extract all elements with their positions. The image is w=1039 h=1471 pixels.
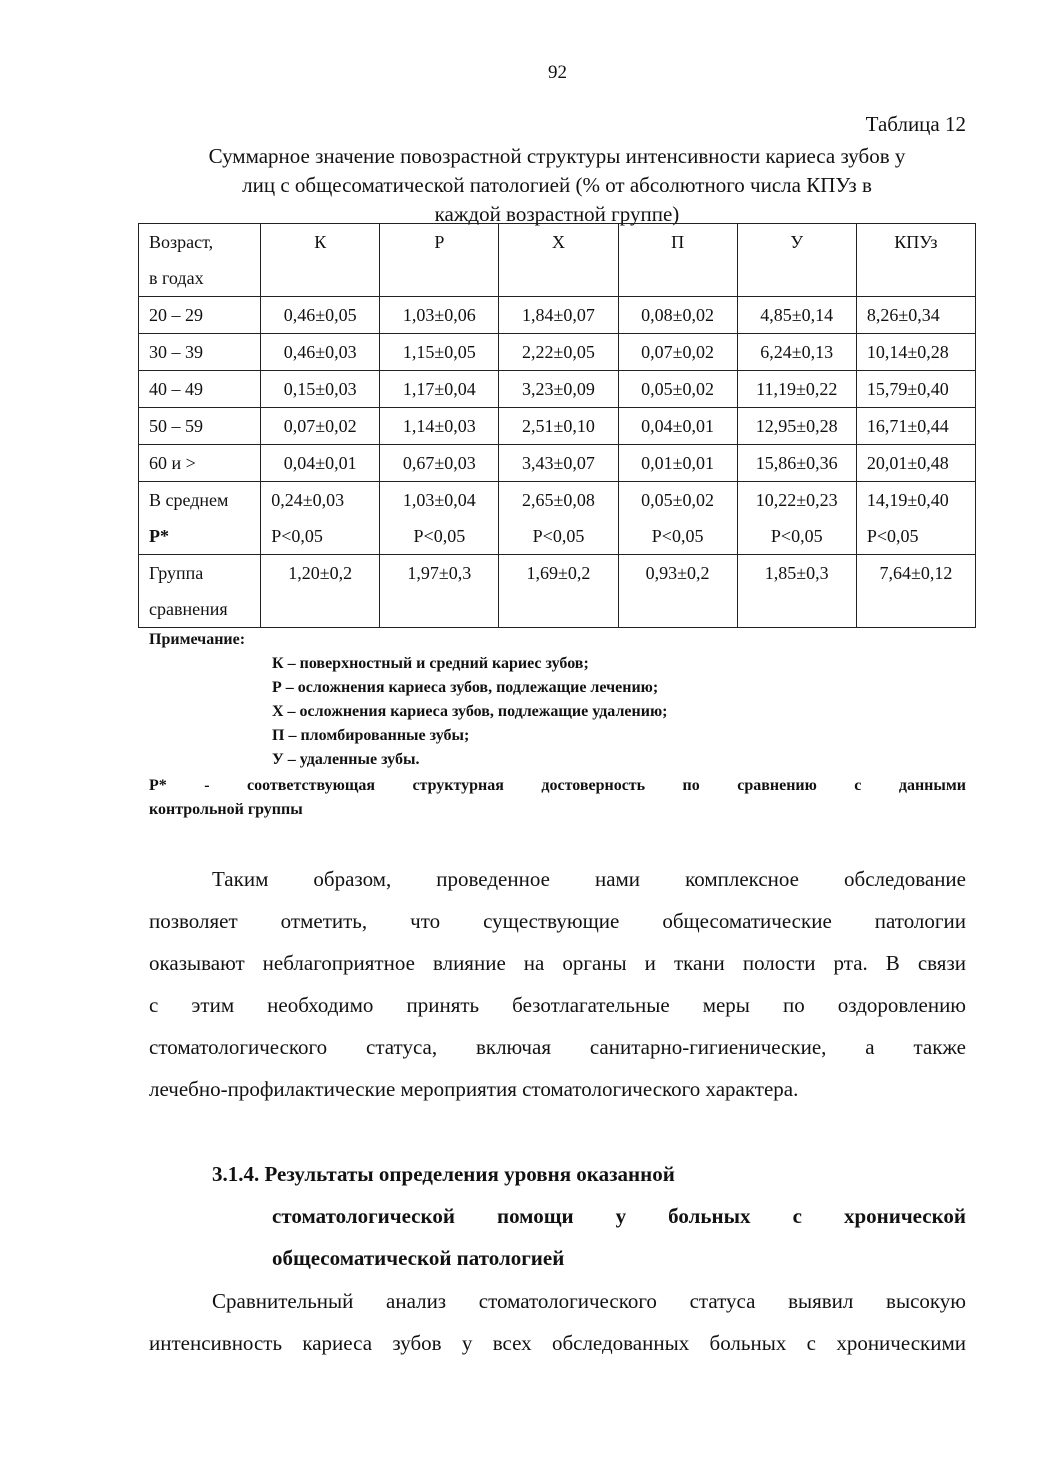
- table-label: Таблица 12: [865, 112, 966, 136]
- table-cell: 1,85±0,3: [764, 563, 829, 583]
- header-k: [261, 224, 380, 297]
- section-heading-line1: 3.1.4. Результаты определения уровня оказанной: [212, 1162, 675, 1186]
- table-cell: 1,14±0,03: [402, 416, 476, 436]
- table-cell: 10,14±0,28: [866, 342, 949, 362]
- table-cell: 1,03±0,06: [402, 305, 476, 325]
- table-cell: 0,46±0,03: [283, 342, 357, 362]
- table-row-average: [139, 482, 976, 555]
- paragraph-line: лечебно-профилактические мероприятия стоматологического характера.: [149, 1077, 799, 1101]
- p-value: P<0,05: [866, 526, 919, 546]
- pstar-note-cont: контрольной группы: [149, 801, 303, 818]
- header-kpu: [856, 224, 975, 297]
- p-value: P<0,05: [413, 526, 466, 546]
- row-label: 30 – 39: [149, 342, 203, 362]
- row-label: сравнения: [149, 599, 228, 619]
- p-value: P<0,05: [271, 526, 323, 546]
- caption-line: лиц с общесоматической патологией (% от абсолютного числа КПУз в: [242, 173, 872, 197]
- paragraph-line: Сравнительный анализ стоматологического статуса выявил высокую: [212, 1289, 966, 1313]
- table-row: [139, 334, 976, 371]
- header-label: КПУз: [894, 232, 938, 252]
- caption-line: Суммарное значение повозрастной структуры интенсивности кариеса зубов у: [208, 144, 906, 168]
- row-label: Группа: [149, 563, 204, 583]
- note-item: П – пломбированные зубы;: [272, 727, 470, 744]
- table-cell: 8,26±0,34: [866, 305, 940, 325]
- p-value: P<0,05: [770, 526, 823, 546]
- paragraph-line: интенсивность кариеса зубов у всех обследованных больных с хроническими: [149, 1331, 966, 1355]
- table-row: [139, 408, 976, 445]
- table-cell: 2,65±0,08: [522, 490, 595, 510]
- table-cell: 3,23±0,09: [522, 379, 595, 399]
- table-row: [139, 371, 976, 408]
- paragraph-line: с этим необходимо принять безотлагательные меры по оздоровлению: [149, 993, 966, 1017]
- table-caption: [138, 142, 976, 229]
- pstar-note: Р* - соответствующая структурная достоверность по сравнению с данными: [149, 777, 966, 794]
- table-cell: 0,07±0,02: [641, 342, 715, 362]
- table-cell: 11,19±0,22: [756, 379, 838, 399]
- page-number: 92: [548, 62, 567, 83]
- section-heading-line2: стоматологической помощи у больных с хронической: [272, 1204, 966, 1228]
- table-cell: 0,07±0,02: [283, 416, 357, 436]
- table-row: [139, 297, 976, 334]
- table-cell: 6,24±0,13: [760, 342, 834, 362]
- header-age-line1: Возраст,: [149, 232, 214, 252]
- table-row-comparison: [139, 555, 976, 628]
- table-cell: 0,24±0,03: [271, 490, 345, 510]
- table-cell: 1,69±0,2: [526, 563, 591, 583]
- table-cell: 15,79±0,40: [866, 379, 949, 399]
- table-cell: 0,93±0,2: [645, 563, 710, 583]
- table-cell: 3,43±0,07: [522, 453, 595, 473]
- row-label: В среднем: [149, 490, 229, 510]
- caption-line: каждой возрастной группе): [434, 202, 680, 226]
- table-cell: 12,95±0,28: [755, 416, 838, 436]
- table-cell: 0,04±0,01: [283, 453, 357, 473]
- row-label: 40 – 49: [149, 379, 203, 399]
- header-x: [499, 224, 618, 297]
- row-label: 60 и >: [149, 453, 196, 473]
- table-cell: 1,17±0,04: [402, 379, 476, 399]
- paragraph-conclusion: [149, 858, 966, 1110]
- note-item: У – удаленные зубы.: [272, 751, 420, 768]
- table-cell: 0,46±0,05: [283, 305, 357, 325]
- table-cell: 2,22±0,05: [522, 342, 595, 362]
- table-cell: 16,71±0,44: [866, 416, 949, 436]
- table-cell: 1,20±0,2: [288, 563, 353, 583]
- table-cell: 1,15±0,05: [402, 342, 476, 362]
- header-age-line2: в годах: [149, 268, 204, 288]
- note-item: Р – осложнения кариеса зубов, подлежащие лечению;: [272, 679, 659, 696]
- table-cell: 1,84±0,07: [522, 305, 595, 325]
- header-u: [737, 224, 856, 297]
- table-cell: 2,51±0,10: [522, 416, 595, 436]
- paragraph-line: позволяет отметить, что существующие общесоматические патологии: [149, 909, 966, 933]
- note-item: К – поверхностный и средний кариес зубов;: [272, 655, 589, 672]
- note-list: [272, 652, 668, 772]
- header-label: У: [790, 232, 804, 252]
- table-cell: 0,15±0,03: [283, 379, 357, 399]
- header-label: Х: [552, 232, 565, 252]
- row-label-pstar: Р*: [149, 526, 169, 546]
- note-title: Примечание:: [149, 631, 246, 648]
- header-age: [139, 224, 261, 297]
- header-label: П: [671, 232, 685, 252]
- table-cell: 0,67±0,03: [402, 453, 476, 473]
- header-p: [380, 224, 499, 297]
- note-item: Х – осложнения кариеса зубов, подлежащие удалению;: [272, 703, 668, 720]
- row-label: 20 – 29: [149, 305, 203, 325]
- header-label: Р: [434, 232, 445, 252]
- table-cell: 1,97±0,3: [407, 563, 472, 583]
- row-label: 50 – 59: [149, 416, 203, 436]
- table-cell: 0,08±0,02: [641, 305, 715, 325]
- table-cell: 0,04±0,01: [641, 416, 715, 436]
- table-cell: 0,05±0,02: [641, 490, 715, 510]
- caries-structure-table: [138, 223, 976, 628]
- table-header-row: [139, 224, 976, 297]
- paragraph-line: Таким образом, проведенное нами комплексное обследование: [212, 867, 966, 891]
- table-row: [139, 445, 976, 482]
- table-cell: 10,22±0,23: [755, 490, 838, 510]
- table-cell: 14,19±0,40: [866, 490, 949, 510]
- paragraph-analysis: [149, 1280, 966, 1364]
- table-cell: 0,01±0,01: [641, 453, 715, 473]
- p-value: P<0,05: [532, 526, 585, 546]
- table-cell: 4,85±0,14: [760, 305, 834, 325]
- table-cell: 20,01±0,48: [866, 453, 949, 473]
- paragraph-line: оказывают неблагоприятное влияние на органы и ткани полости рта. В связи: [149, 951, 966, 975]
- p-value: P<0,05: [651, 526, 704, 546]
- header-pl: [618, 224, 737, 297]
- table-cell: 7,64±0,12: [879, 563, 953, 583]
- header-label: К: [314, 232, 327, 252]
- table-cell: 1,03±0,04: [402, 490, 476, 510]
- paragraph-line: стоматологического статуса, включая санитарно-гигиенические, а также: [149, 1035, 966, 1059]
- table-cell: 15,86±0,36: [755, 453, 838, 473]
- table-cell: 0,05±0,02: [641, 379, 715, 399]
- section-heading-line3: общесоматической патологией: [272, 1246, 565, 1270]
